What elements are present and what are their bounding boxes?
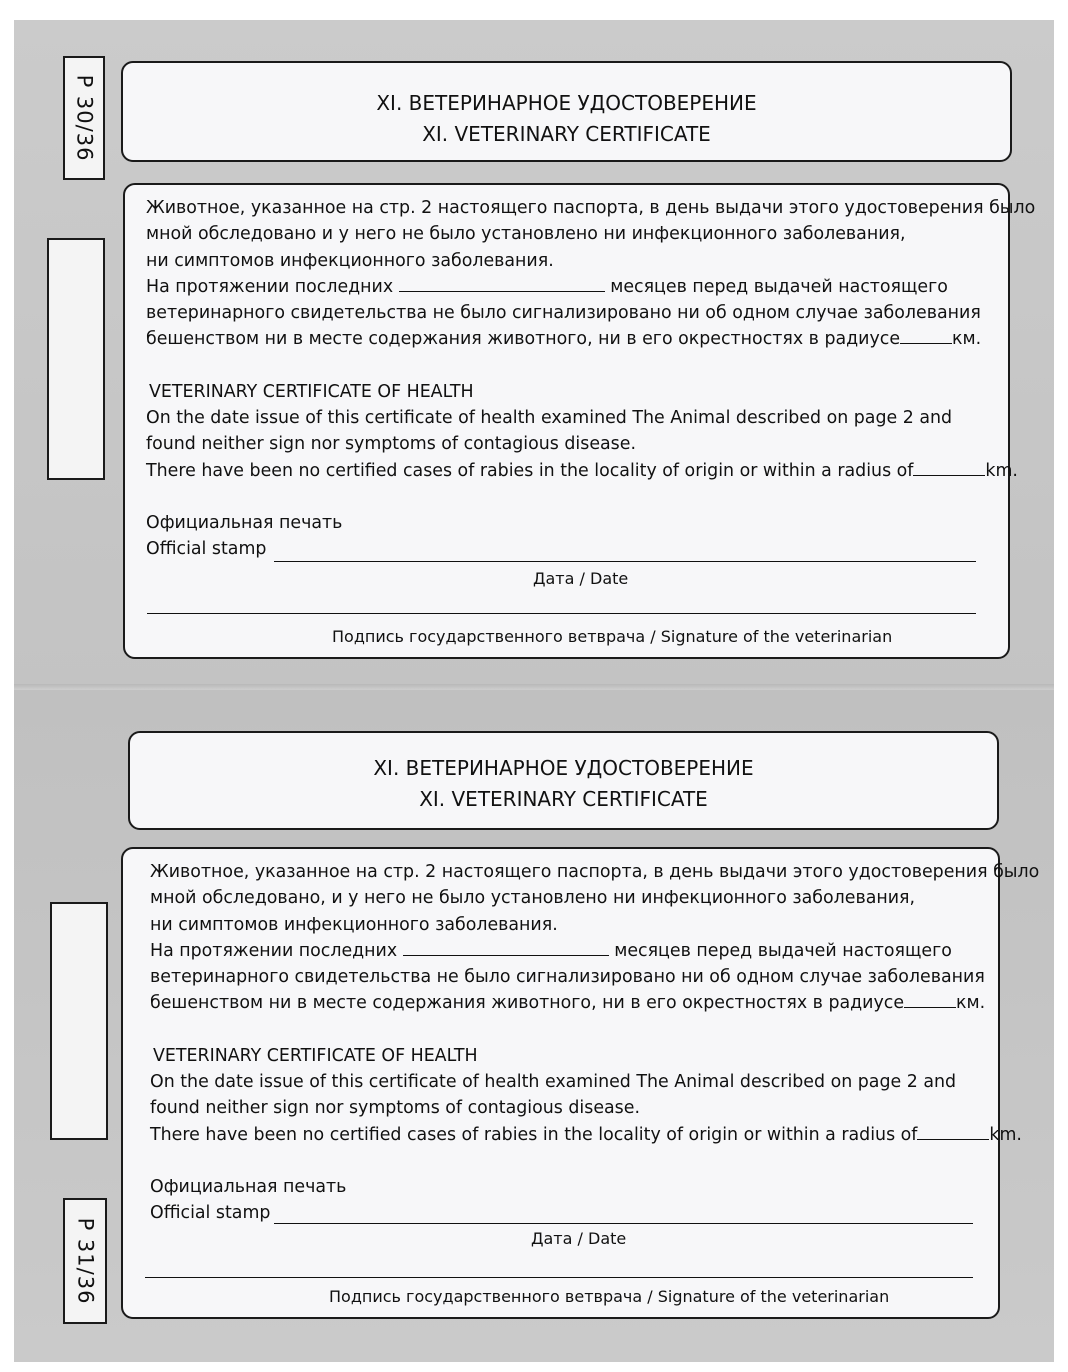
ru-text-line: ветеринарного свидетельства не было сигнализировано ни об одном случае заболевания: [150, 967, 985, 988]
page-number-text: P 30/36: [72, 74, 97, 162]
certificate-header: [128, 731, 999, 830]
date-caption: Дата / Date: [533, 569, 629, 588]
en-radius-label: There have been no certified cases of rabies in the locality of origin or within a radius of: [150, 1124, 918, 1145]
en-text-line: On the date issue of this certificate of health examined The Animal described on page 2 and: [150, 1072, 957, 1093]
ru-text-line: Животное, указанное на стр. 2 настоящего паспорта, в день выдачи этого удостоверения было: [146, 198, 1036, 218]
radius-blank-ru[interactable]: [904, 993, 956, 1008]
radius-blank-en[interactable]: [917, 1125, 989, 1140]
date-line[interactable]: [274, 1223, 973, 1224]
en-text-line: found neither sign nor symptoms of contagious disease.: [146, 434, 636, 455]
ru-months-label-end: месяцев перед выдачей настоящего: [614, 940, 952, 961]
side-blank-tab: [50, 902, 108, 1140]
header-title-ru: XI. ВЕТЕРИНАРНОЕ УДОСТОВЕРЕНИЕ: [376, 91, 757, 115]
months-blank[interactable]: [399, 277, 605, 292]
ru-months-label-end: месяцев перед выдачей настоящего: [610, 276, 948, 297]
date-caption: Дата / Date: [531, 1229, 627, 1248]
signature-caption: Подпись государственного ветврача / Signature of the veterinarian: [329, 1287, 890, 1306]
ru-text-line: мной обследовано и у него не было установлено ни инфекционного заболевания,: [146, 224, 906, 245]
ru-text-line: мной обследовано, и у него не было установлено ни инфекционного заболевания,: [150, 888, 916, 909]
signature-line[interactable]: [147, 613, 976, 614]
ru-months-label: На протяжении последних: [150, 940, 398, 961]
page-number-label: [63, 56, 105, 180]
ru-radius-label: бешенством ни в месте содержания животного, ни в его окрестностях в радиусе: [150, 993, 905, 1014]
side-blank-tab: [47, 238, 105, 480]
ru-radius-label: бешенством ни в месте содержания животного, ни в его окрестностях в радиусе: [146, 329, 901, 350]
header-title-en: XI. VETERINARY CERTIFICATE: [419, 787, 708, 811]
en-text-line: found neither sign nor symptoms of contagious disease.: [150, 1098, 640, 1119]
ru-text-line: ни симптомов инфекционного заболевания.: [150, 914, 558, 935]
en-heading: VETERINARY CERTIFICATE OF HEALTH: [149, 381, 474, 402]
months-blank[interactable]: [403, 941, 609, 956]
stamp-label-en: Official stamp: [150, 1203, 271, 1224]
ru-radius-unit: км.: [956, 993, 986, 1014]
en-radius-label: There have been no certified cases of rabies in the locality of origin or within a radius of: [146, 460, 914, 481]
ru-text-line: ветеринарного свидетельства не было сигнализировано ни об одном случае заболевания: [146, 303, 981, 324]
ru-radius-unit: км.: [952, 329, 982, 350]
certificate-body: [121, 847, 1040, 1319]
certificate-body: [123, 183, 1036, 659]
stamp-label-ru: Официальная печать: [146, 512, 343, 533]
en-heading: VETERINARY CERTIFICATE OF HEALTH: [153, 1045, 478, 1066]
ru-text-line: ни симптомов инфекционного заболевания.: [146, 250, 554, 271]
stamp-label-en: Official stamp: [146, 539, 267, 560]
radius-blank-en[interactable]: [913, 461, 985, 476]
radius-blank-ru[interactable]: [900, 329, 952, 344]
header-title-ru: XI. ВЕТЕРИНАРНОЕ УДОСТОВЕРЕНИЕ: [373, 756, 754, 780]
page-number-text: P 31/36: [73, 1217, 98, 1305]
page-number-label: [63, 1198, 107, 1324]
ru-months-label: На протяжении последних: [146, 276, 394, 297]
en-radius-unit: km.: [985, 460, 1018, 481]
en-text-line: On the date issue of this certificate of health examined The Animal described on page 2 and: [146, 408, 953, 429]
ru-text-line: Животное, указанное на стр. 2 настоящего паспорта, в день выдачи этого удостоверения было: [150, 862, 1040, 882]
header-title-en: XI. VETERINARY CERTIFICATE: [422, 122, 711, 146]
en-radius-unit: km.: [989, 1124, 1022, 1145]
certificate-header: [121, 61, 1012, 162]
signature-line[interactable]: [145, 1277, 973, 1278]
stamp-label-ru: Официальная печать: [150, 1176, 347, 1197]
signature-caption: Подпись государственного ветврача / Signature of the veterinarian: [332, 627, 893, 646]
date-line[interactable]: [274, 561, 976, 562]
